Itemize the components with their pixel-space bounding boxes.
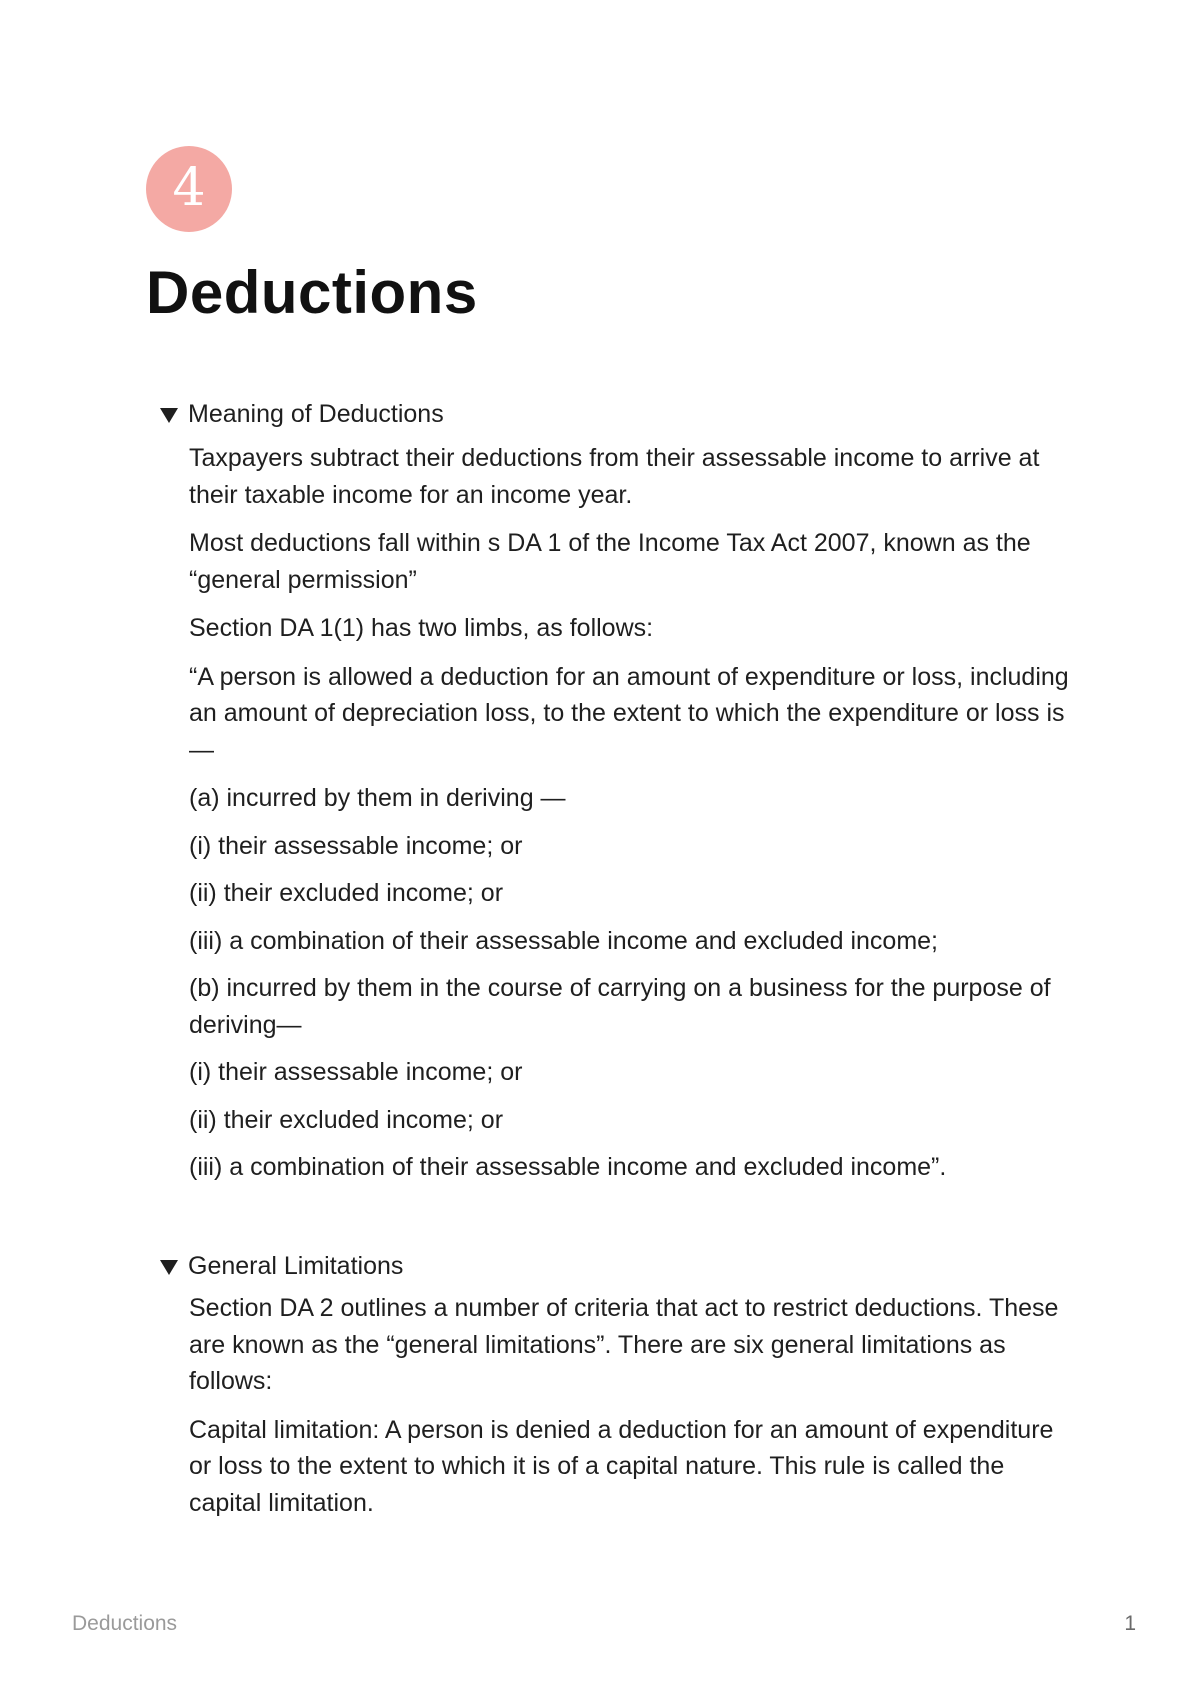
toggle-meaning-of-deductions [160,396,1080,1197]
page-icon-digit: 4 [172,158,206,218]
list-item: (ii) their excluded income; or [189,1105,504,1134]
quote-paragraph: “A person is allowed a deduction for an amount of expenditure or loss, including an amount of depreciation loss, to the extent to which the expenditure or loss is — [189,662,1069,764]
toggle-header[interactable] [160,1248,1080,1284]
paragraph: Capital limitation: A person is denied a deduction for an amount of expenditure or loss to the extent to which it is of a capital nature. This rule is called the capital limitation. [189,1415,1054,1517]
footer-title: Deductions [72,1612,178,1635]
paragraph: Taxpayers subtract their deductions from their assessable income to arrive at their taxable income for an income year. [189,444,1040,509]
toggle-label: Meaning of Deductions [188,399,444,428]
list-item: (ii) their excluded income; or [189,879,504,907]
list-item: (iii) a combination of their assessable income and excluded income”. [189,1153,947,1181]
list-item: (a) incurred by them in deriving — [189,784,566,812]
toggle-arrow-down-icon[interactable] [160,1260,178,1275]
toggle-body [189,440,1069,1186]
list-item: (i) their assessable income; or [189,831,523,860]
list-item: (i) their assessable income; or [189,1058,523,1086]
toggle-body [189,1290,1069,1521]
toggle-arrow-down-icon[interactable] [160,408,178,423]
toggle-label: General Limitations [188,1251,404,1280]
page-title: Deductions [146,259,478,326]
footer-page-number: 1 [1124,1612,1136,1635]
page-icon [146,146,232,232]
list-item: (b) incurred by them in the course of carrying on a business for the purpose of deriving— [189,974,1051,1039]
paragraph: Section DA 2 outlines a number of criteria that act to restrict deductions. These are known as the “general limitations”. There are six general limitations as follows: [189,1294,1059,1395]
paragraph: Section DA 1(1) has two limbs, as follows: [189,614,654,642]
toggle-header[interactable] [160,396,1080,432]
paragraph: Most deductions fall within s DA 1 of the Income Tax Act 2007, known as the “general permission” [189,529,1031,594]
list-item: (iii) a combination of their assessable income and excluded income; [189,926,938,955]
toggle-general-limitations [160,1248,1080,1533]
